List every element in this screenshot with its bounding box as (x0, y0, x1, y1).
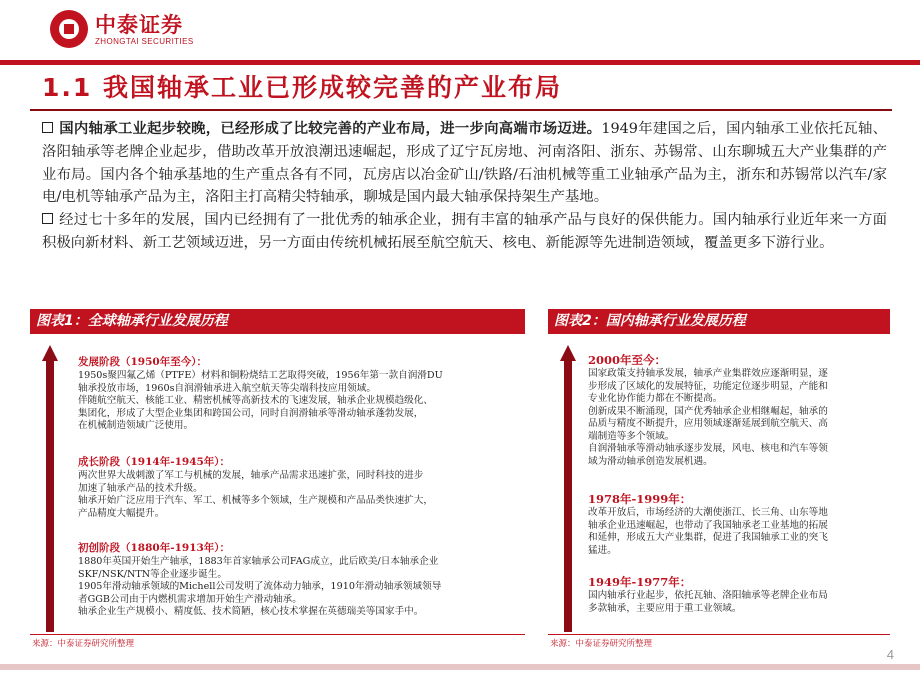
bullet-text: 1949年建国之后，国内轴承工业依托瓦轴、洛阳轴承等老牌企业起步，借助改革开放浪潮迅速崛起，形成了辽宁瓦房地、河南洛阳、浙东、苏锡常、山东聊城五大产业集群的产业布局。国内各个轴承基地的生产重点各有不同，瓦房店以冶金矿山/铁路/石油机械等重工业轴承产品为主，浙东和苏锡常以汽车/家电/电机等轴承产品为主，洛阳主打高精尖特轴承，聊城是国内最大轴承保持架生产基地。 (42, 121, 887, 206)
stage-text: 1950s聚四氟乙烯（PTFE）材料和铜粉烧结工艺取得突破，1956年第一款自润滑DU 轴承投放市场，1960s自润滑轴承进入航空航天等尖端科技应用领域。 伴随航空航天、核能工业、精密机械等高新技术的飞速发展，轴承企业规模趋级化、 集团化，形成了大型企业集团和跨国公司，同时自润滑轴承等滑动轴承蓬勃发展， 在机械制造领域广泛使用。 (78, 370, 443, 431)
stage-text: 国内轴承行业起步，依托瓦轴、洛阳轴承等老牌企业布局 多款轴承，主要应用于重工业领域。 (588, 590, 828, 614)
figure1-source: 来源：中泰证券研究所整理 (32, 639, 135, 649)
brand-name-cn: 中泰证券 (95, 12, 183, 37)
page-number: 4 (886, 647, 894, 662)
footer-bar (0, 664, 920, 670)
figure2-timeline-arrow-icon (560, 345, 576, 632)
figure1-title: 图表1：全球轴承行业发展历程 (30, 309, 525, 334)
figure2-stage (588, 574, 886, 615)
bullet-lead: 国内轴承工业起步较晚，已经形成了比较完善的产业布局，进一步向高端市场迈进。 (59, 120, 602, 137)
title-divider (30, 109, 892, 111)
figure1-stage (78, 455, 516, 520)
stage-text: 国家政策支持轴承发展，轴承产业集群效应逐渐明显，逐 步形成了区域化的发展特征，功能定位逐步明显，产能和 专业化协作能力都在不断提高。 创新成果不断涌现，国产优秀轴承企业相继崛起，轴承的 品质与精度不断提升，应用领域逐渐延展到航空航天、高 端制造等多个领域。 自润滑轴承等滑动轴承逐步发展，风电、核电和汽车等领 域为滑动轴承创造发展机遇。 (588, 368, 828, 467)
body-text (42, 118, 887, 255)
figure2-title: 图表2：国内轴承行业发展历程 (548, 309, 890, 334)
figure2-stage (588, 491, 886, 557)
figure1-timeline-arrow-icon (42, 345, 58, 632)
bullet-square-icon (42, 213, 53, 224)
figure2-divider (548, 634, 890, 635)
stage-heading: 成长阶段（1914年-1945年）： (78, 456, 231, 468)
figure1-stage (78, 541, 516, 619)
bullet-text: 经过七十多年的发展，国内已经拥有了一批优秀的轴承企业，拥有丰富的轴承产品与良好的保供能力。国内轴承行业近年来一方面积极向新材料、新工艺领域迈进，另一方面由传统机械拓展至航空航天、核电、新能源等先进制造领域，覆盖更多下游行业。 (42, 212, 887, 251)
bullet-paragraph (42, 118, 887, 209)
figure2-stage (588, 352, 886, 468)
figure2-source: 来源：中泰证券研究所整理 (550, 639, 653, 649)
page-title: 1.1 我国轴承工业已形成较完善的产业布局 (42, 73, 562, 102)
stage-heading: 发展阶段（1950年至今）： (78, 356, 207, 368)
bullet-paragraph (42, 209, 887, 255)
figure1-divider (30, 634, 525, 635)
stage-heading: 1978年-1999年： (588, 492, 692, 506)
brand-logo (50, 10, 194, 48)
stage-heading: 1949年-1977年： (588, 575, 692, 589)
figure1-stage (78, 355, 516, 433)
bullet-square-icon (42, 122, 53, 133)
brand-logo-text (95, 13, 194, 46)
stage-heading: 2000年至今： (588, 353, 667, 367)
brand-logo-icon (50, 10, 88, 48)
brand-name-en: ZHONGTAI SECURITIES (95, 36, 194, 46)
header-bar (0, 60, 920, 65)
stage-heading: 初创阶段（1880年-1913年）： (78, 542, 231, 554)
stage-text: 两次世界大战刺激了军工与机械的发展，轴承产品需求迅速扩张，同时科技的进步 加速了轴承产品的技术升级。 轴承开始广泛应用于汽车、军工、机械等多个领域，生产规模和产品品类快速扩大， 产品精度大幅提升。 (78, 470, 433, 519)
stage-text: 1880年英国开始生产轴承，1883年首家轴承公司FAG成立，此后欧美/日本轴承企业 SKF/NSK/NTN等企业逐步诞生。 1905年滑动轴承领域的Michell公司发明了流体动力轴承，1910年滑动轴承领域领导 者GGB公司由于内燃机需求增加开始生产滑动轴承。 轴承企业生产规模小、精度低、技术简陋，核心技术掌握在英德瑞美等国家手中。 (78, 556, 442, 617)
stage-text: 改革开放后，市场经济的大潮使浙江、长三角、山东等地 轴承企业迅速崛起，也带动了我国轴承老工业基地的拓展 和延伸，形成五大产业集群，促进了我国轴承工业的突飞 猛进。 (588, 507, 828, 556)
